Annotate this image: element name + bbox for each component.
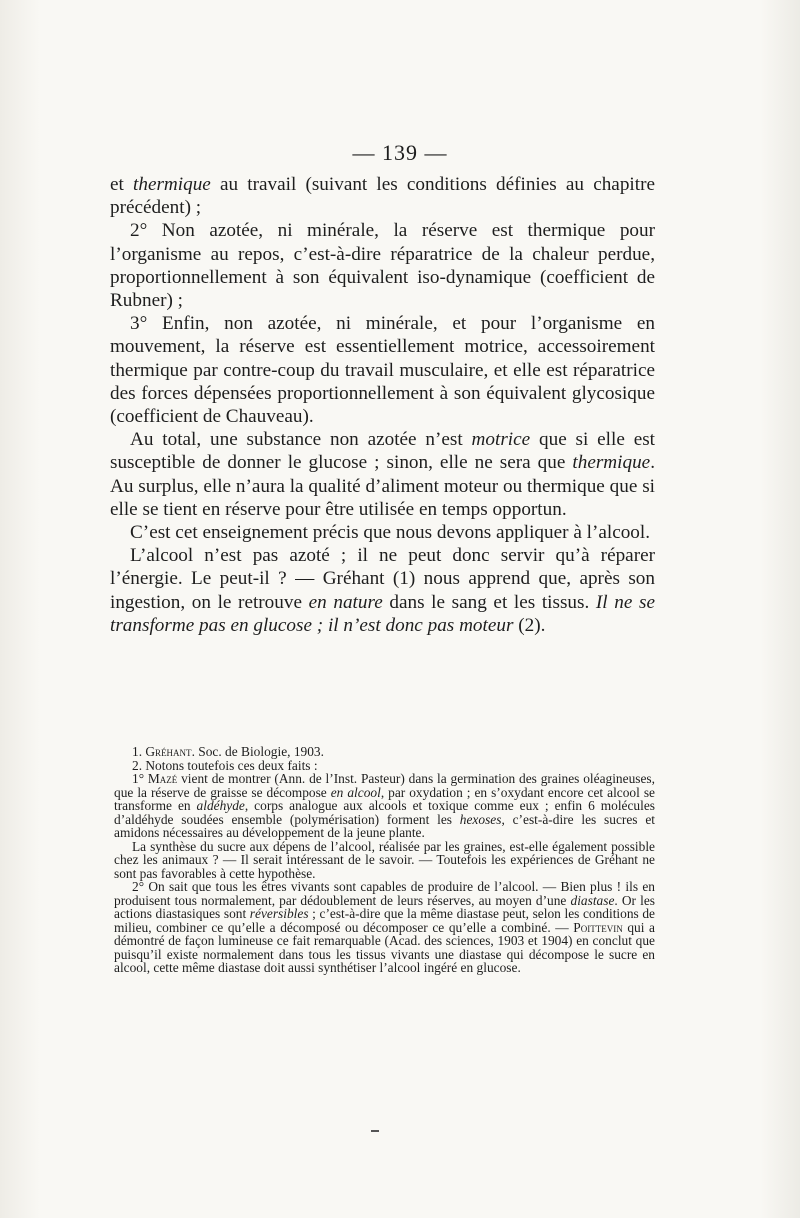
- main-text: [110, 173, 655, 637]
- footnote-2: 2. Notons toutefois ces deux faits :: [132, 757, 318, 773]
- footnote-2-synthesis: La synthèse du sucre aux dépens de l’alcool, réalisée par les graines, est-elle également possible chez les animaux ? — Il serait intéressant de le savoir. — Toutefois les expériences de Gréhant ne sont pas favorables à cette hypothèse.: [114, 838, 655, 881]
- printer-mark: [371, 1130, 379, 1132]
- footnote-2-point-2: 2° On sait que tous les êtres vivants sont capables de produire de l’alcool. — Bien plus ! ils en produisent tous normalement, par dédoublement de leurs réserves, au moyen d’une diastase. Or les actions diastasiques sont réversibles ; c’est-à-dire que la même diastase peut, selon les conditions de milieu, combiner ce qu’elle a décomposé ou décomposer ce qu’elle a combiné. — Poittevin qui a démontré de façon lumineuse ce fait remarquable (Acad. des sciences, 1903 et 1904) en conclut que puisqu’il existe normalement dans tous les tissus vivants une diastase qui décompose le sucre en alcool, cette même diastase doit aussi synthétiser l’alcool ingéré en glucose.: [114, 879, 655, 975]
- page-number: — 139 —: [352, 140, 448, 165]
- paragraph-3: 3° Enfin, non azotée, ni minérale, et pour l’organisme en mouvement, la réserve est essentiellement motrice, accessoirement thermique par contre-coup du travail musculaire, et elle est réparatrice des forces dépensées proportionnellement à son équivalent glycosique (coefficient de Chauveau).: [110, 313, 655, 428]
- footnote-2-point-1: 1° Mazé vient de montrer (Ann. de l’Inst. Pasteur) dans la germination des graines oléagineuses, que la réserve de graisse se décompose en alcool, par oxydation ; en s’oxydant encore cet alcool se transforme en aldéhyde, corps analogue aux alcools et toxique comme eux ; enfin 6 molécules d’aldéhyde soudées ensemble (polymérisation) forment les hexoses, c’est-à-dire les sucres et amidons nécessaires au développement de la jeune plante.: [114, 771, 655, 840]
- paragraph-5: C’est cet enseignement précis que nous devons appliquer à l’alcool.: [130, 522, 651, 544]
- paragraph-2: 2° Non azotée, ni minérale, la réserve est thermique pour l’organisme au repos, c’est-à-dire réparatrice de la chaleur perdue, proportionnellement à son équivalent iso-dynamique (coefficient de Rubner) ;: [110, 220, 655, 312]
- paragraph-6: L’alcool n’est pas azoté ; il ne peut donc servir qu’à réparer l’énergie. Le peut-il ? — Gréhant (1) nous apprend que, après son ingestion, on le retrouve en nature dans le sang et les tissus. Il ne se transforme pas en glucose ; il n’est donc pas moteur (2).: [110, 545, 655, 636]
- paragraph-4: Au total, une substance non azotée n’est motrice que si elle est susceptible de donner le glucose ; sinon, elle ne sera que thermique. Au surplus, elle n’aura la qualité d’aliment moteur ou thermique que si elle se tient en réserve pour être utilisée en temps opportun.: [110, 429, 656, 520]
- footnotes: [114, 745, 655, 975]
- paragraph-1: et thermique au travail (suivant les conditions définies au chapitre précédent) ;: [110, 174, 655, 219]
- footnote-1: 1. Gréhant. Soc. de Biologie, 1903.: [132, 744, 324, 759]
